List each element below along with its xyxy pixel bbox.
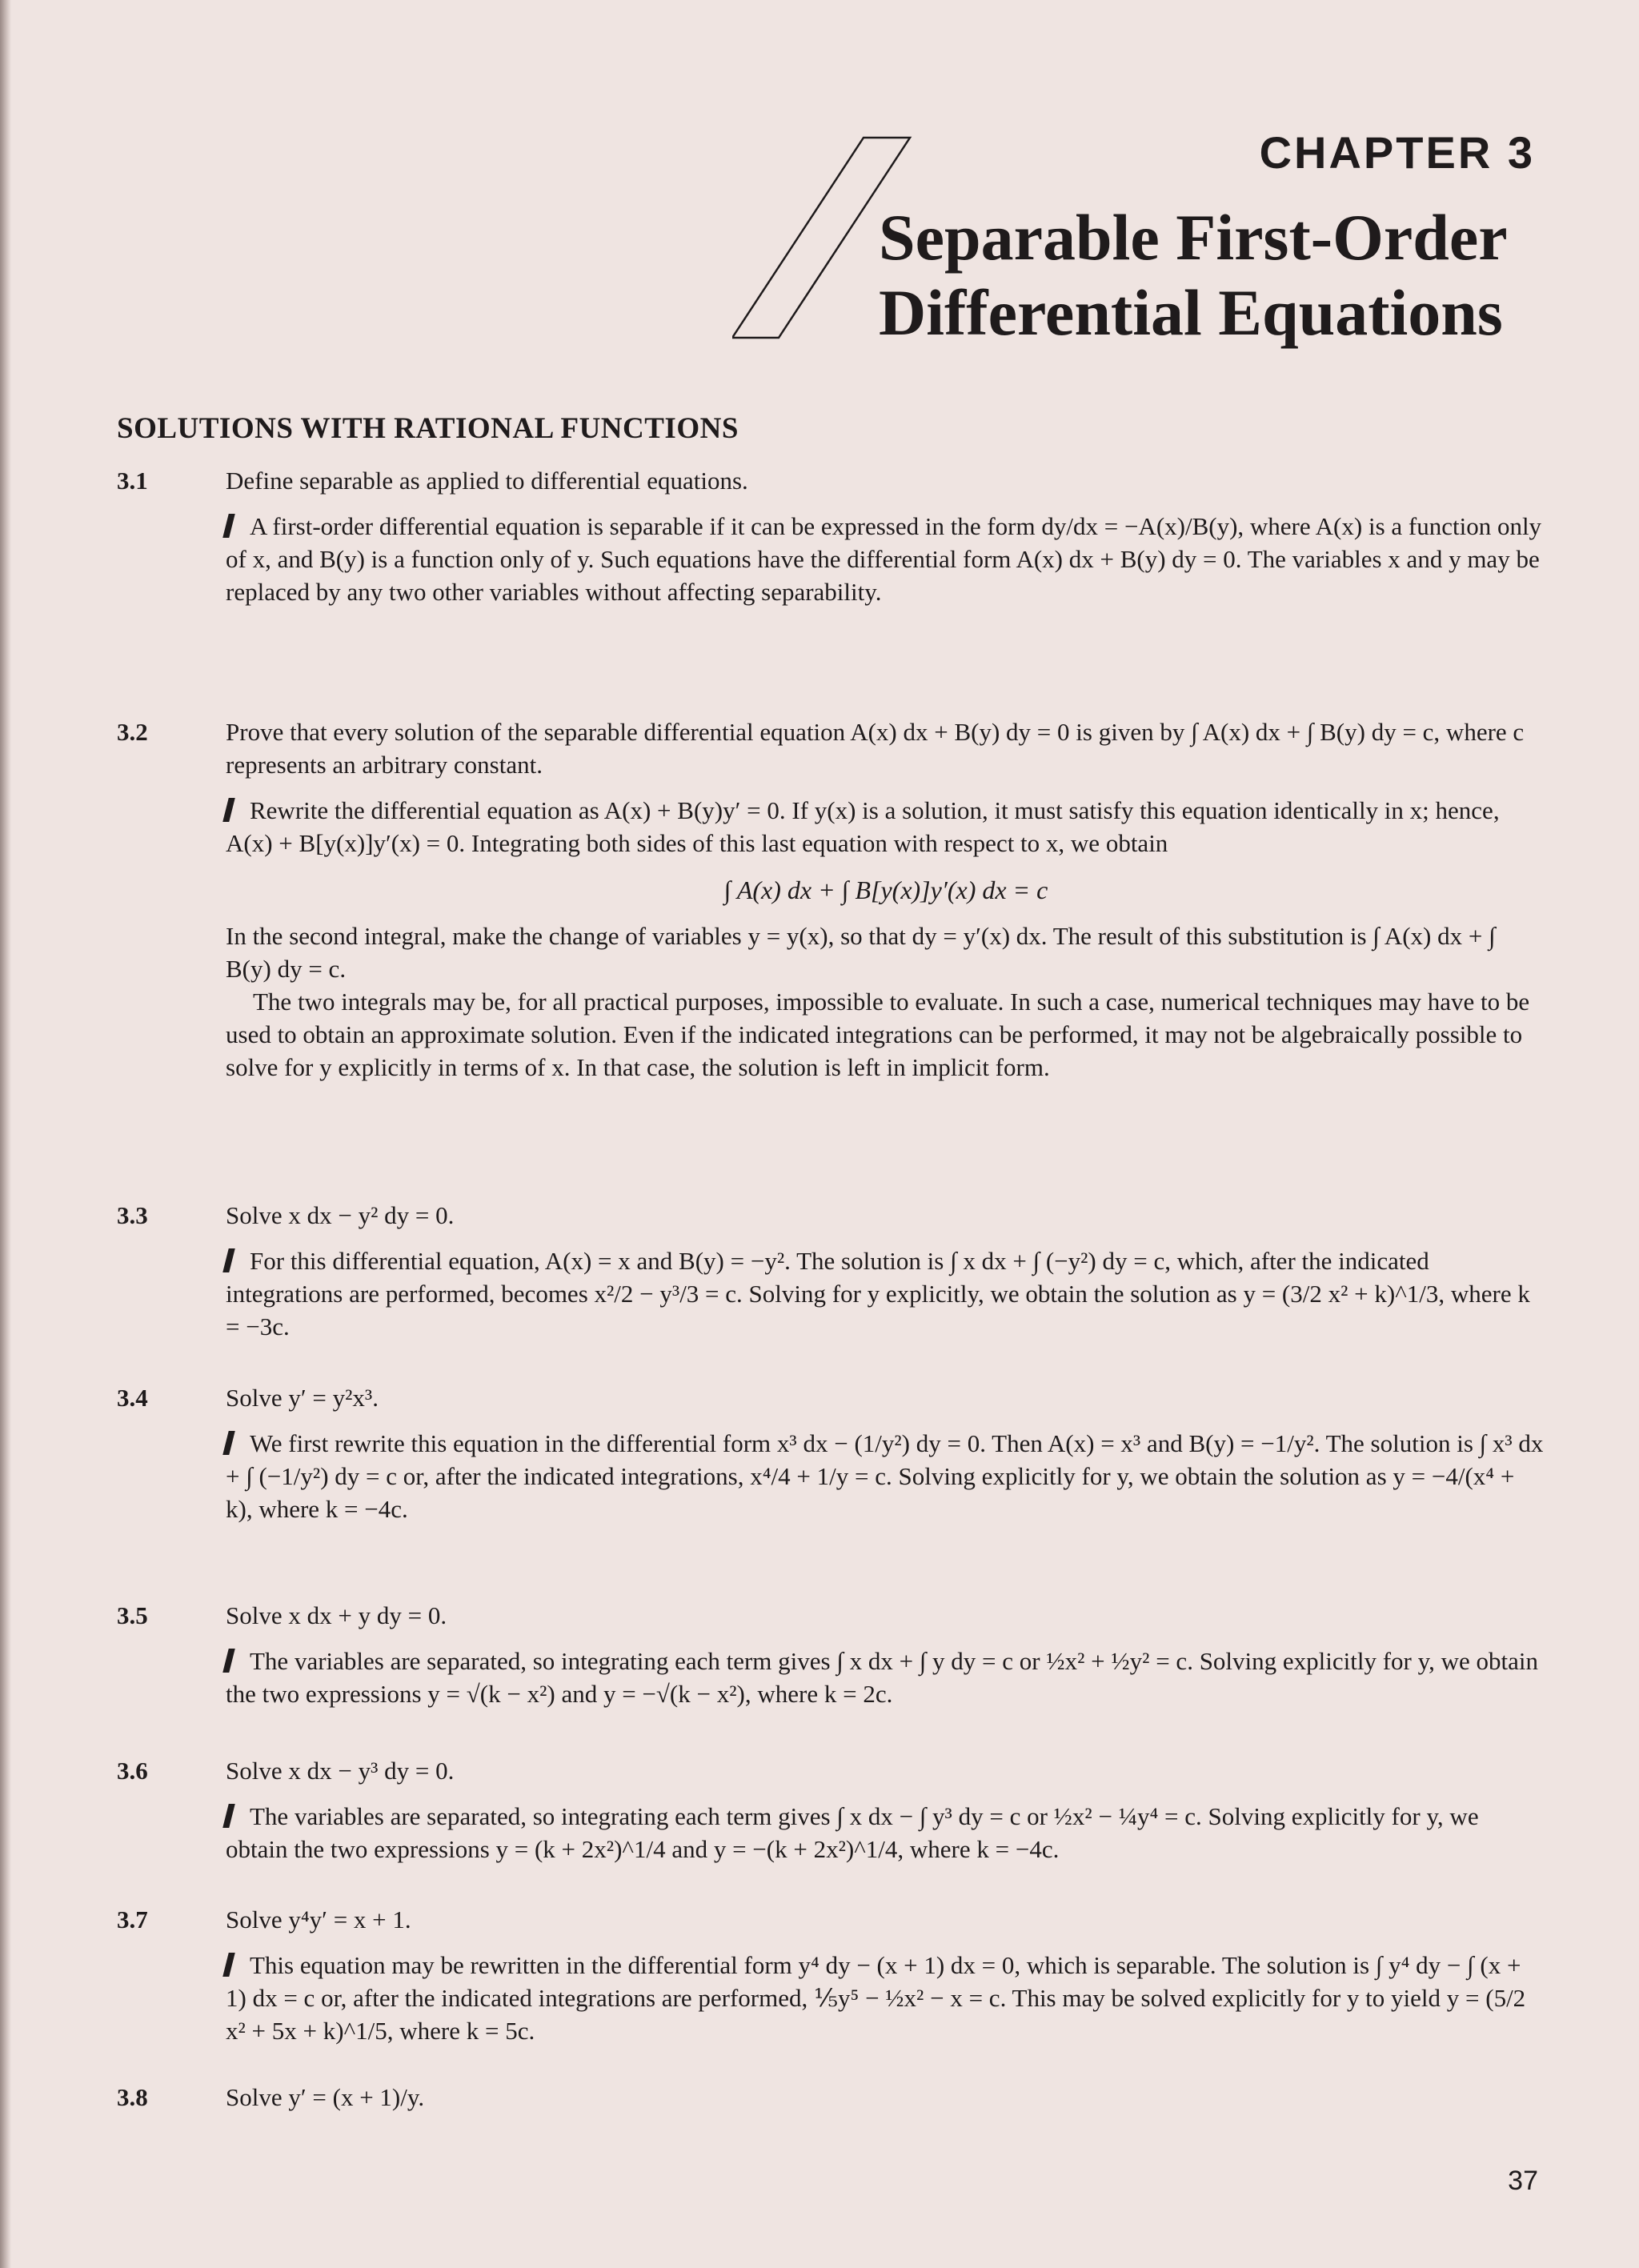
solution-mark-icon xyxy=(222,1431,234,1455)
page-number: 37 xyxy=(1508,2166,1538,2196)
chapter-label: CHAPTER 3 xyxy=(1259,127,1535,178)
chapter-title xyxy=(879,200,1543,351)
problem-statement: Solve x dx + y dy = 0. xyxy=(226,1601,447,1629)
section-heading: SOLUTIONS WITH RATIONAL FUNCTIONS xyxy=(117,412,739,445)
problem-statement: Solve y′ = y²x³. xyxy=(226,1384,379,1412)
problem-statement: Solve y′ = (x + 1)/y. xyxy=(226,2083,425,2111)
solution-paragraph: This equation may be rewritten in the differential form y⁴ dy − (x + 1) dx = 0, which is separable. The solution is ∫ y⁴ dy − ∫ (x + 1) dx = c or, after the indicated integrations are performed, ⅕y⁵ − ½x² − x = c. This may be solved explicitly for y to yield y = (5/2 x² + 5x + k)^1/5, where k = 5c. xyxy=(226,1949,1546,2047)
problem-statement: Prove that every solution of the separable differential equation A(x) dx + B(y) dy = 0 is given by ∫ A(x) dx + ∫ B(y) dy = c, where c represents an arbitrary constant. xyxy=(226,718,1525,779)
solution-paragraph: The variables are separated, so integrating each term gives ∫ x dx − ∫ y³ dy = c or ½x² − ¼y⁴ = c. Solving explicitly for y, we obtain the two expressions y = (k + 2x²)^1/4 and y = −(k + 2x²)^1/4, where k = −4c. xyxy=(226,1800,1546,1865)
display-equation: ∫ A(x) dx + ∫ B[y(x)]y′(x) dx = c xyxy=(723,876,1048,904)
problem-number: 3.5 xyxy=(117,1601,148,1629)
book-spine-shadow xyxy=(0,0,11,2268)
problem-statement: Define separable as applied to differential equations. xyxy=(226,467,748,495)
solution-mark-icon xyxy=(222,798,234,822)
solution-paragraph: We first rewrite this equation in the differential form x³ dx − (1/y²) dy = 0. Then A(x) = x³ and B(y) = −1/y². The solution is ∫ x³ dx + ∫ (−1/y²) dy = c or, after the indicated integrations, x⁴/4 + 1/y = c. Solving explicitly for y, we obtain the solution as y = −4/(x⁴ + k), where k = −4c. xyxy=(226,1427,1546,1525)
problem-number: 3.2 xyxy=(117,718,148,746)
solution-mark-icon xyxy=(222,514,234,538)
solution-mark-icon xyxy=(222,1953,234,1977)
solution-paragraph: For this differential equation, A(x) = x and B(y) = −y². The solution is ∫ x dx + ∫ (−y²) dy = c, which, after the indicated integrations are performed, becomes x²/2 − y³/3 = c. Solving for y explicitly, we obtain the solution as y = (3/2 x² + k)^1/3, where k = −3c. xyxy=(226,1244,1546,1343)
problem-statement: Solve x dx − y² dy = 0. xyxy=(226,1201,455,1229)
solution-mark-icon xyxy=(222,1649,234,1673)
solution-paragraph: A first-order differential equation is separable if it can be expressed in the form dy/dx = −A(x)/B(y), where A(x) is a function only of x, and B(y) is a function only of y. Such equations have the differential form A(x) dx + B(y) dy = 0. The variables x and y may be replaced by any two other variables without affecting separability. xyxy=(226,510,1546,608)
chapter-title-line-2: Differential Equations xyxy=(879,276,1503,349)
solution-mark-icon xyxy=(222,1804,234,1828)
problem-number: 3.8 xyxy=(117,2083,148,2111)
solution-mark-icon xyxy=(222,1248,234,1272)
solution-continuation: In the second integral, make the change of variables y = y(x), so that dy = y′(x) dx. The result of this substitution is ∫ A(x) dx + ∫ B(y) dy = c. xyxy=(226,922,1496,983)
problem-statement: Solve x dx − y³ dy = 0. xyxy=(226,1757,455,1785)
problem-statement: Solve y⁴y′ = x + 1. xyxy=(226,1905,411,1933)
solution-paragraph: The variables are separated, so integrating each term gives ∫ x dx + ∫ y dy = c or ½x² + ½y² = c. Solving explicitly for y, we obtain the two expressions y = √(k − x²) and y = −√(k − x²), where k = 2c. xyxy=(226,1645,1546,1710)
problem-number: 3.1 xyxy=(117,467,148,495)
solution-remark: The two integrals may be, for all practical purposes, impossible to evaluate. In such a case, numerical techniques may have to be used to obtain an approximate solution. Even if the indicated integrations can be performed, it may not be algebraically possible to solve for y explicitly in terms of x. In that case, the solution is left in implicit form. xyxy=(226,988,1530,1081)
problem-number: 3.4 xyxy=(117,1384,148,1412)
problem-number: 3.7 xyxy=(117,1905,148,1933)
chapter-title-line-1: Separable First-Order xyxy=(879,201,1508,274)
problem-number: 3.3 xyxy=(117,1201,148,1229)
problem-number: 3.6 xyxy=(117,1757,148,1785)
solution-paragraph: Rewrite the differential equation as A(x) + B(y)y′ = 0. If y(x) is a solution, it must satisfy this equation identically in x; hence, A(x) + B[y(x)]y′(x) = 0. Integrating both sides of this last equation with respect to x, we obtain xyxy=(226,794,1546,860)
